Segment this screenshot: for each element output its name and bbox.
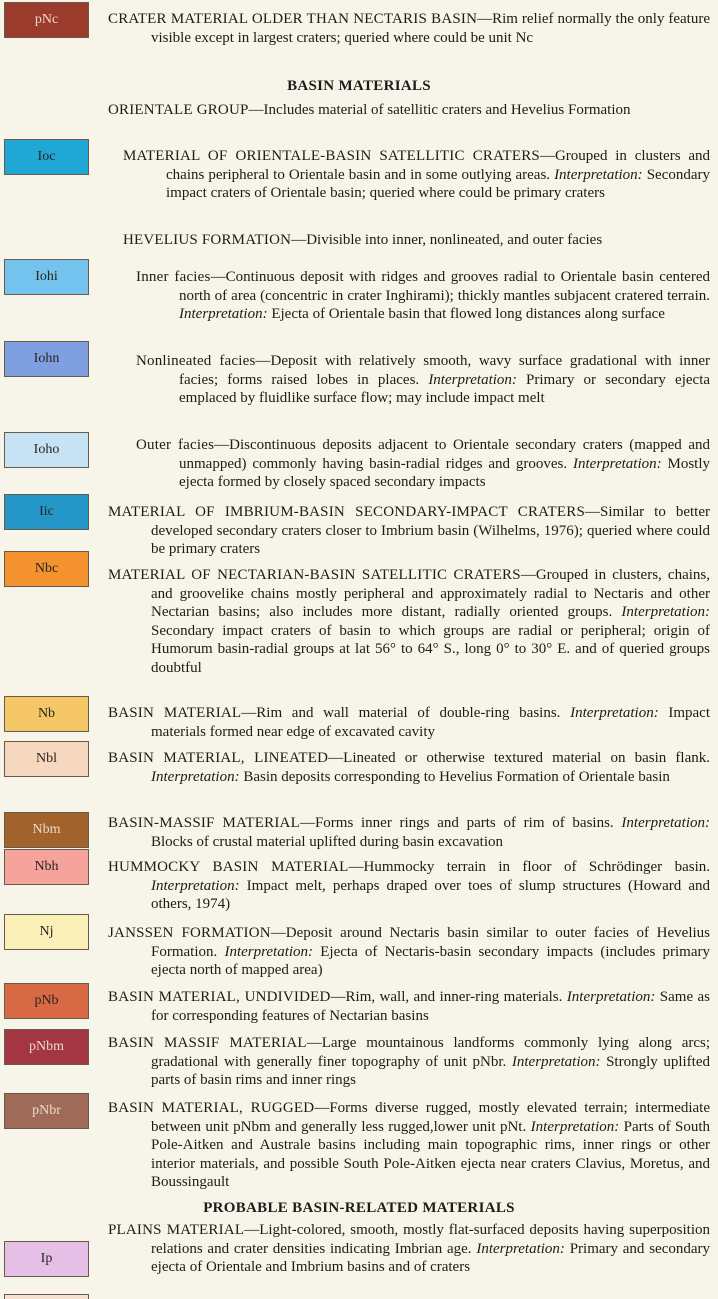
unit-description: Divisible into inner, nonlineated, and outer facies xyxy=(306,232,603,248)
unit-description: Rim and wall material of double-ring basins. xyxy=(256,705,561,721)
unit-title: BASIN MATERIAL, UNDIVIDED xyxy=(108,989,331,1005)
unit-interpretation: Basin deposits corresponding to Hevelius Formation of Orientale basin xyxy=(243,768,670,785)
unit-title: CRATER MATERIAL OLDER THAN NECTARIS BASIN xyxy=(108,11,478,27)
unit-interpretation: Ejecta of Orientale basin that flowed long distances along surface xyxy=(271,306,665,322)
legend-entry: BASIN MATERIAL—Rim and wall material of double-ring basins. Interpretation: Impact materials formed near edge of excavated cavity xyxy=(108,705,710,740)
unit-description: Rim, wall, and inner-ring materials. xyxy=(345,989,563,1005)
unit-title: MATERIAL OF NECTARIAN-BASIN SATELLITIC CRATERS xyxy=(108,567,521,583)
unit-symbol: Iic xyxy=(39,503,54,519)
legend-entry: PLAINS MATERIAL—Light-colored, smooth, mostly flat-surfaced deposits having superposition relations and crater densities indicating Imbrian age. Interpretation: Primary and secondary ejecta of Orientale and Imbrium basins and of craters xyxy=(108,1222,711,1275)
unit-description: Grouped in clusters, chains, and groovelike chains mostly peripheral and approximately radial to Nectaris and other Nectarian basins; also includes more distant, radially oriented groups. xyxy=(151,567,711,620)
interpretation-label: Interpretation: xyxy=(224,943,314,960)
unit-swatch-pNc xyxy=(4,2,89,38)
unit-symbol: Nbc xyxy=(34,560,59,576)
unit-description: Discontinuous deposits adjacent to Orientale secondary craters (mapped and unmapped) commonly having basin-radial ridges and grooves. xyxy=(179,437,711,472)
legend-entry: Inner facies—Continuous deposit with ridges and grooves radial to Orientale basin centered north of area (concentric in crater Inghirami); thickly mantles subjacent cratered terrain. Interpretation: Ejecta of Orientale basin that flowed long distances along surface xyxy=(136,269,710,322)
unit-swatch-Nbh xyxy=(4,849,89,885)
unit-swatch-Nbl xyxy=(4,741,89,777)
unit-swatch-Ioc xyxy=(4,139,89,175)
unit-description: Large mountainous landforms commonly lying along arcs; gradational with generally finer topography of unit pNbr. xyxy=(151,1035,711,1070)
unit-symbol: pNc xyxy=(34,11,59,27)
unit-swatch-Iic xyxy=(4,494,89,530)
unit-title: PLAINS MATERIAL xyxy=(108,1222,245,1238)
unit-swatch-Nbm xyxy=(4,812,89,848)
legend-entry: HEVELIUS FORMATION—Divisible into inner, nonlineated, and outer facies xyxy=(123,232,603,248)
legend-entry: BASIN MATERIAL, UNDIVIDED—Rim, wall, and inner-ring materials. Interpretation: Same as for corresponding features of Nectarian basins xyxy=(108,989,711,1024)
legend-entry: HUMMOCKY BASIN MATERIAL—Hummocky terrain in floor of Schrödinger basin. Interpretation: Impact melt, perhaps draped over toes of slump structures (Howard and others, 1974) xyxy=(108,859,710,912)
unit-interpretation: Same as for corresponding features of Nectarian basins xyxy=(151,989,711,1024)
unit-title: Inner facies xyxy=(136,269,211,285)
unit-swatch-Nbc xyxy=(4,551,89,587)
unit-description: Grouped in clusters and chains peripheral to Orientale basin and in some outlying areas. xyxy=(166,148,710,183)
interpretation-label: Interpretation: xyxy=(566,989,656,1005)
unit-title: BASIN MATERIAL xyxy=(108,705,242,721)
unit-swatch-Iohi xyxy=(4,259,89,295)
unit-symbol: Iohn xyxy=(33,350,60,366)
unit-interpretation: Mostly ejecta formed by closely spaced secondary impacts xyxy=(179,455,711,490)
unit-description: Lineated or otherwise textured material on basin flank. xyxy=(343,750,710,766)
unit-swatch-Nb xyxy=(4,696,89,732)
unit-interpretation: Ejecta of Nectaris-basin secondary impacts (includes primary ejecta north of mapped area) xyxy=(151,943,710,978)
unit-interpretation: Impact materials formed near edge of excavated cavity xyxy=(151,705,710,740)
unit-symbol: Ioc xyxy=(37,148,56,164)
unit-description: Forms inner rings and parts of rim of basins. xyxy=(314,815,614,831)
unit-swatch-pNbr xyxy=(4,1093,89,1129)
unit-swatch-Ip xyxy=(4,1241,89,1277)
unit-title: JANSSEN FORMATION xyxy=(108,925,271,941)
interpretation-label: Interpretation: xyxy=(530,1118,620,1135)
legend-entry: MATERIAL OF NECTARIAN-BASIN SATELLITIC CRATERS—Grouped in clusters, chains, and groovelike chains mostly peripheral and approximately radial to Nectaris and other Nectarian basins; also includes more distant, radially oriented groups. Interpretation: Secondary impact craters of basin to which groups are radial or peripheral; origin of Humorum basin-radial groups at lat 56° to 64° S., long 0° to 30° E. and of queried groups doubtful xyxy=(108,567,711,676)
legend-entry: ORIENTALE GROUP—Includes material of satellitic craters and Hevelius Formation xyxy=(108,102,631,118)
unit-swatch-Nj xyxy=(4,914,89,950)
unit-description: Continuous deposit with ridges and grooves radial to Orientale basin centered north of area (concentric in crater Inghirami); thickly mantles subjacent cratered terrain. xyxy=(179,269,710,304)
unit-description: Deposit around Nectaris basin similar to outer facies of Hevelius Formation. xyxy=(151,925,710,960)
unit-interpretation: Secondary impact craters of basin to which groups are radial or peripheral; origin of Humorum basin-radial groups at lat 56° to 64° S., long 0° to 30° E. and of queried groups doubtful xyxy=(151,622,710,676)
unit-description: Includes material of satellitic craters and Hevelius Formation xyxy=(263,102,631,118)
unit-symbol: Nbl xyxy=(36,750,57,766)
interpretation-label: Interpretation: xyxy=(476,1240,565,1257)
legend-entry: BASIN MATERIAL, LINEATED—Lineated or otherwise textured material on basin flank. Interpretation: Basin deposits corresponding to Hevelius Formation of Orientale basin xyxy=(108,750,710,785)
unit-symbol: Nb xyxy=(37,705,56,721)
unit-interpretation: Primary and secondary ejecta of Orientale and Imbrium basins and of craters xyxy=(151,1240,711,1275)
unit-description: Hummocky terrain in floor of Schrödinger basin. xyxy=(363,859,710,875)
unit-symbol: pNbr xyxy=(32,1102,61,1118)
interpretation-label: Interpretation: xyxy=(151,768,240,785)
unit-swatch-Iohn xyxy=(4,341,89,377)
unit-swatch-pNbm xyxy=(4,1029,89,1065)
unit-symbol: Nj xyxy=(39,923,54,939)
interpretation-label: Interpretation: xyxy=(428,371,517,388)
unit-title: BASIN MATERIAL, LINEATED xyxy=(108,750,329,766)
legend-entry: MATERIAL OF ORIENTALE-BASIN SATELLITIC CRATERS—Grouped in clusters and chains peripheral to Orientale basin and in some outlying areas. Interpretation: Secondary impact craters of Orientale basin; queried where could be primary craters xyxy=(123,148,710,201)
unit-swatch-Ioho xyxy=(4,432,89,468)
legend-entry: BASIN MASSIF MATERIAL—Large mountainous landforms commonly lying along arcs; gradational with generally finer topography of unit pNbr. Interpretation: Strongly uplifted parts of basin rims and inner rings xyxy=(108,1035,711,1088)
interpretation-label: Interpretation: xyxy=(621,815,710,831)
unit-symbol: Ip xyxy=(40,1250,53,1266)
unit-symbol: pNbm xyxy=(29,1038,64,1054)
unit-interpretation: Parts of South Pole-Aitken and Australe basins including main topographic rims, inner rings or other interior materials, and possible South Pole-Aitken ejecta near craters Clavius, Moretus, and Boussingault xyxy=(151,1118,711,1190)
unit-interpretation: Strongly uplifted parts of basin rims and inner rings xyxy=(151,1053,710,1088)
unit-title: BASIN MASSIF MATERIAL xyxy=(108,1035,307,1051)
unit-swatch-partial xyxy=(4,1294,89,1299)
unit-title: Nonlineated facies xyxy=(136,353,256,369)
interpretation-label: Interpretation: xyxy=(151,877,240,894)
unit-description: Forms diverse rugged, mostly elevated terrain; intermediate between unit pNbm and generally less rugged,lower unit pNt. xyxy=(151,1100,710,1135)
unit-symbol: Nbh xyxy=(34,858,59,874)
interpretation-label: Interpretation: xyxy=(570,705,659,721)
unit-symbol: Iohi xyxy=(35,268,58,284)
unit-title: MATERIAL OF IMBRIUM-BASIN SECONDARY-IMPACT CRATERS xyxy=(108,504,586,520)
group-title: HEVELIUS FORMATION xyxy=(123,232,292,248)
legend-entry: Nonlineated facies—Deposit with relatively smooth, wavy surface gradational with inner facies; forms raised lobes in places. Interpretation: Primary or secondary ejecta emplaced by fluidlike surface flow; may include impact melt xyxy=(136,353,711,406)
legend-entry: MATERIAL OF IMBRIUM-BASIN SECONDARY-IMPACT CRATERS—Similar to better developed secondary craters closer to Imbrium basin (Wilhelms, 1976); queried where could be primary craters xyxy=(108,504,710,557)
unit-symbol: pNb xyxy=(34,992,59,1008)
legend-entry: Outer facies—Discontinuous deposits adjacent to Orientale secondary craters (mapped and unmapped) commonly having basin-radial ridges and grooves. Interpretation: Mostly ejecta formed by closely spaced secondary impacts xyxy=(136,437,711,490)
legend-entry: BASIN-MASSIF MATERIAL—Forms inner rings and parts of rim of basins. Interpretation: Blocks of crustal material uplifted during basin excavation xyxy=(108,815,710,850)
interpretation-label: Interpretation: xyxy=(621,604,710,620)
section-heading-probable-basin-related: PROBABLE BASIN-RELATED MATERIALS xyxy=(203,1200,515,1216)
unit-description: Light-colored, smooth, mostly flat-surfaced deposits having superposition relations and crater densities indicating Imbrian age. xyxy=(151,1222,710,1257)
unit-description: Rim relief normally the only feature visible except in largest craters; queried where could be unit Nc xyxy=(151,11,710,46)
unit-title: MATERIAL OF ORIENTALE-BASIN SATELLITIC CRATERS xyxy=(123,148,540,164)
unit-interpretation: Blocks of crustal material uplifted during basin excavation xyxy=(151,833,503,850)
interpretation-label: Interpretation: xyxy=(511,1053,601,1070)
unit-swatch-pNb xyxy=(4,983,89,1019)
unit-description: Similar to better developed secondary craters closer to Imbrium basin (Wilhelms, 1976); queried where could be primary craters xyxy=(151,504,710,557)
legend-entry: BASIN MATERIAL, RUGGED—Forms diverse rugged, mostly elevated terrain; intermediate between unit pNbm and generally less rugged,lower unit pNt. Interpretation: Parts of South Pole-Aitken and Australe basins including main topographic rims, inner rings or other interior materials, and possible South Pole-Aitken ejecta near craters Clavius, Moretus, and Boussingault xyxy=(108,1100,711,1190)
unit-title: BASIN-MASSIF MATERIAL xyxy=(108,815,300,831)
interpretation-label: Interpretation: xyxy=(179,306,268,322)
unit-title: Outer facies xyxy=(136,437,215,453)
legend-entry: JANSSEN FORMATION—Deposit around Nectaris basin similar to outer facies of Hevelius Formation. Interpretation: Ejecta of Nectaris-basin secondary impacts (includes primary ejecta north of mapped area) xyxy=(108,925,710,978)
unit-title: HUMMOCKY BASIN MATERIAL xyxy=(108,859,349,875)
section-heading-basin-materials: BASIN MATERIALS xyxy=(287,78,431,94)
unit-description: Deposit with relatively smooth, wavy surface gradational with inner facies; forms raised lobes in places. xyxy=(179,353,711,388)
unit-symbol: Nbm xyxy=(32,821,61,837)
unit-interpretation: Primary or secondary ejecta emplaced by fluidlike surface flow; may include impact melt xyxy=(179,371,711,406)
interpretation-label: Interpretation: xyxy=(573,455,662,472)
unit-interpretation: Secondary impact craters of Orientale basin; queried where could be primary craters xyxy=(166,166,710,201)
group-title: ORIENTALE GROUP xyxy=(108,102,249,118)
unit-symbol: Ioho xyxy=(33,441,60,457)
legend-entry: CRATER MATERIAL OLDER THAN NECTARIS BASIN—Rim relief normally the only feature visible except in largest craters; queried where could be unit Nc xyxy=(108,11,710,46)
unit-title: BASIN MATERIAL, RUGGED xyxy=(108,1100,315,1116)
interpretation-label: Interpretation: xyxy=(554,166,643,183)
unit-interpretation: Impact melt, perhaps draped over toes of slump structures (Howard and others, 1974) xyxy=(151,877,710,912)
